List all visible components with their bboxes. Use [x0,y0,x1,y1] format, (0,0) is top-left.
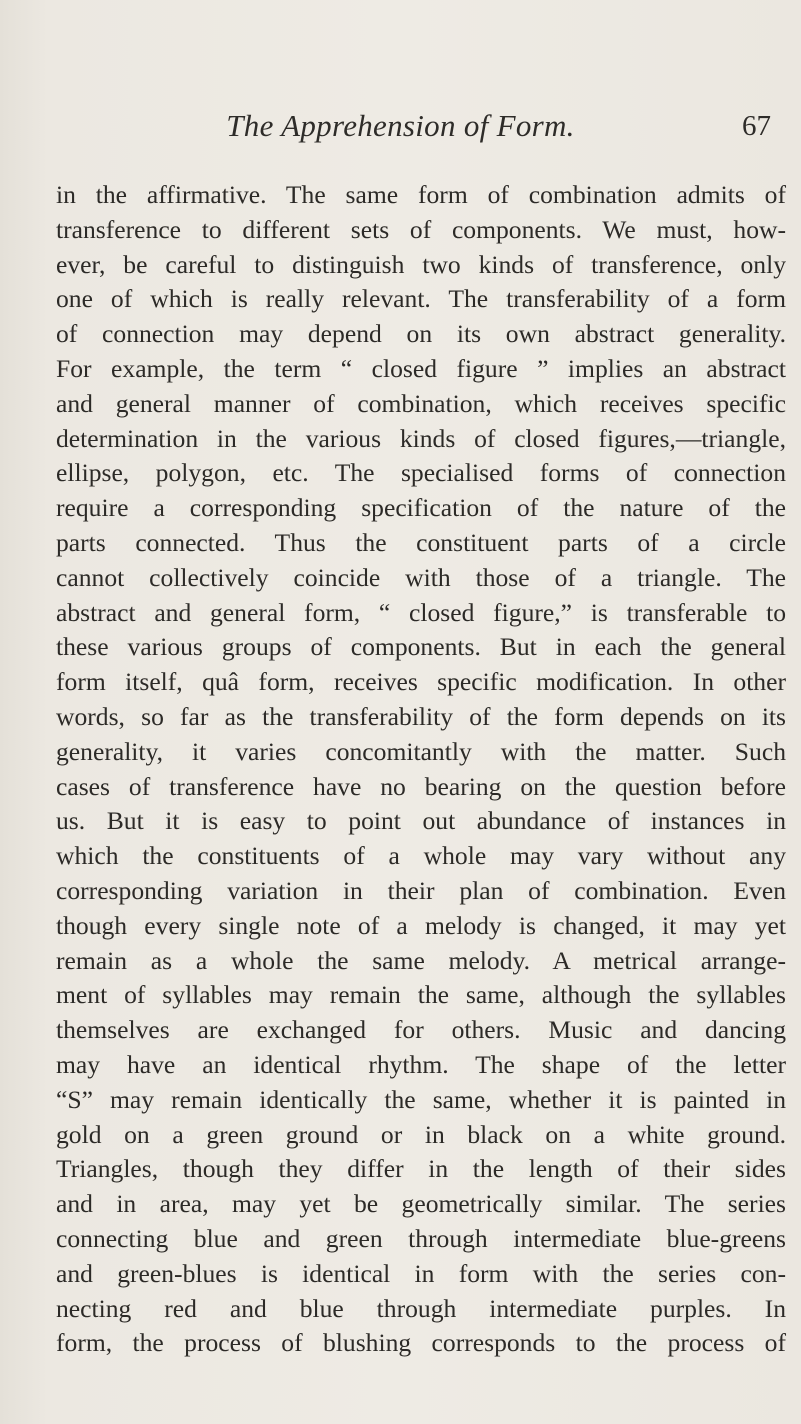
text-line: form itself, quâ form, receives specific modification. In other [56,667,786,697]
text-line: parts connected. Thus the constituent parts of a circle [56,527,786,557]
text-line: words, so far as the transferability of the form depends on its [56,701,786,731]
text-line: require a corresponding specification of the nature of the [56,493,786,523]
text-line: us. But it is easy to point out abundance of instances in [56,806,786,836]
text-line: themselves are exchanged for others. Music and dancing [56,1015,786,1045]
text-line: which the constituents of a whole may vary without any [56,841,786,871]
text-line: these various groups of components. But in each the general [56,632,786,662]
text-line: abstract and general form, “ closed figure,” is transferable to [56,597,786,627]
text-line: may have an identical rhythm. The shape of the letter [56,1049,786,1079]
text-line: of connection may depend on its own abstract generality. [56,319,786,349]
text-line: cannot collectively coincide with those of a triangle. The [56,562,786,592]
text-line: ment of syllables may remain the same, although the syllables [56,980,786,1010]
text-line: “S” may remain identically the same, whether it is painted in [56,1084,786,1114]
text-line: necting red and blue through intermediate purples. In [56,1293,786,1323]
text-line: one of which is really relevant. The transferability of a form [56,284,786,314]
text-line: cases of transference have no bearing on the question before [56,771,786,801]
text-line: and general manner of combination, which receives specific [56,388,786,418]
text-line: corresponding variation in their plan of combination. Even [56,875,786,905]
text-line: remain as a whole the same melody. A metrical arrange- [56,945,786,975]
text-line: ellipse, polygon, etc. The specialised forms of connection [56,458,786,488]
text-line: form, the process of blushing corresponds to the process of [56,1328,786,1358]
text-line: and green-blues is identical in form with the series con- [56,1258,786,1288]
text-line: For example, the term “ closed figure ” implies an abstract [56,353,786,383]
text-line: and in area, may yet be geometrically similar. The series [56,1189,786,1219]
text-line: though every single note of a melody is changed, it may yet [56,910,786,940]
text-line: generality, it varies concomitantly with the matter. Such [56,736,786,766]
text-line: ever, be careful to distinguish two kinds of transference, only [56,249,786,279]
running-head [0,108,801,148]
page-number: 67 [742,110,771,142]
text-line: Triangles, though they differ in the length of their sides [56,1154,786,1184]
body-paragraph [56,178,786,1361]
text-line: in the affirmative. The same form of combination admits of [56,180,786,209]
running-title: The Apprehension of Form. [226,108,575,143]
text-line: transference to different sets of components. We must, how- [56,214,786,244]
text-line: gold on a green ground or in black on a white ground. [56,1119,786,1149]
text-line: connecting blue and green through intermediate blue-greens [56,1223,786,1253]
text-line: determination in the various kinds of closed figures,—triangle, [56,423,786,453]
